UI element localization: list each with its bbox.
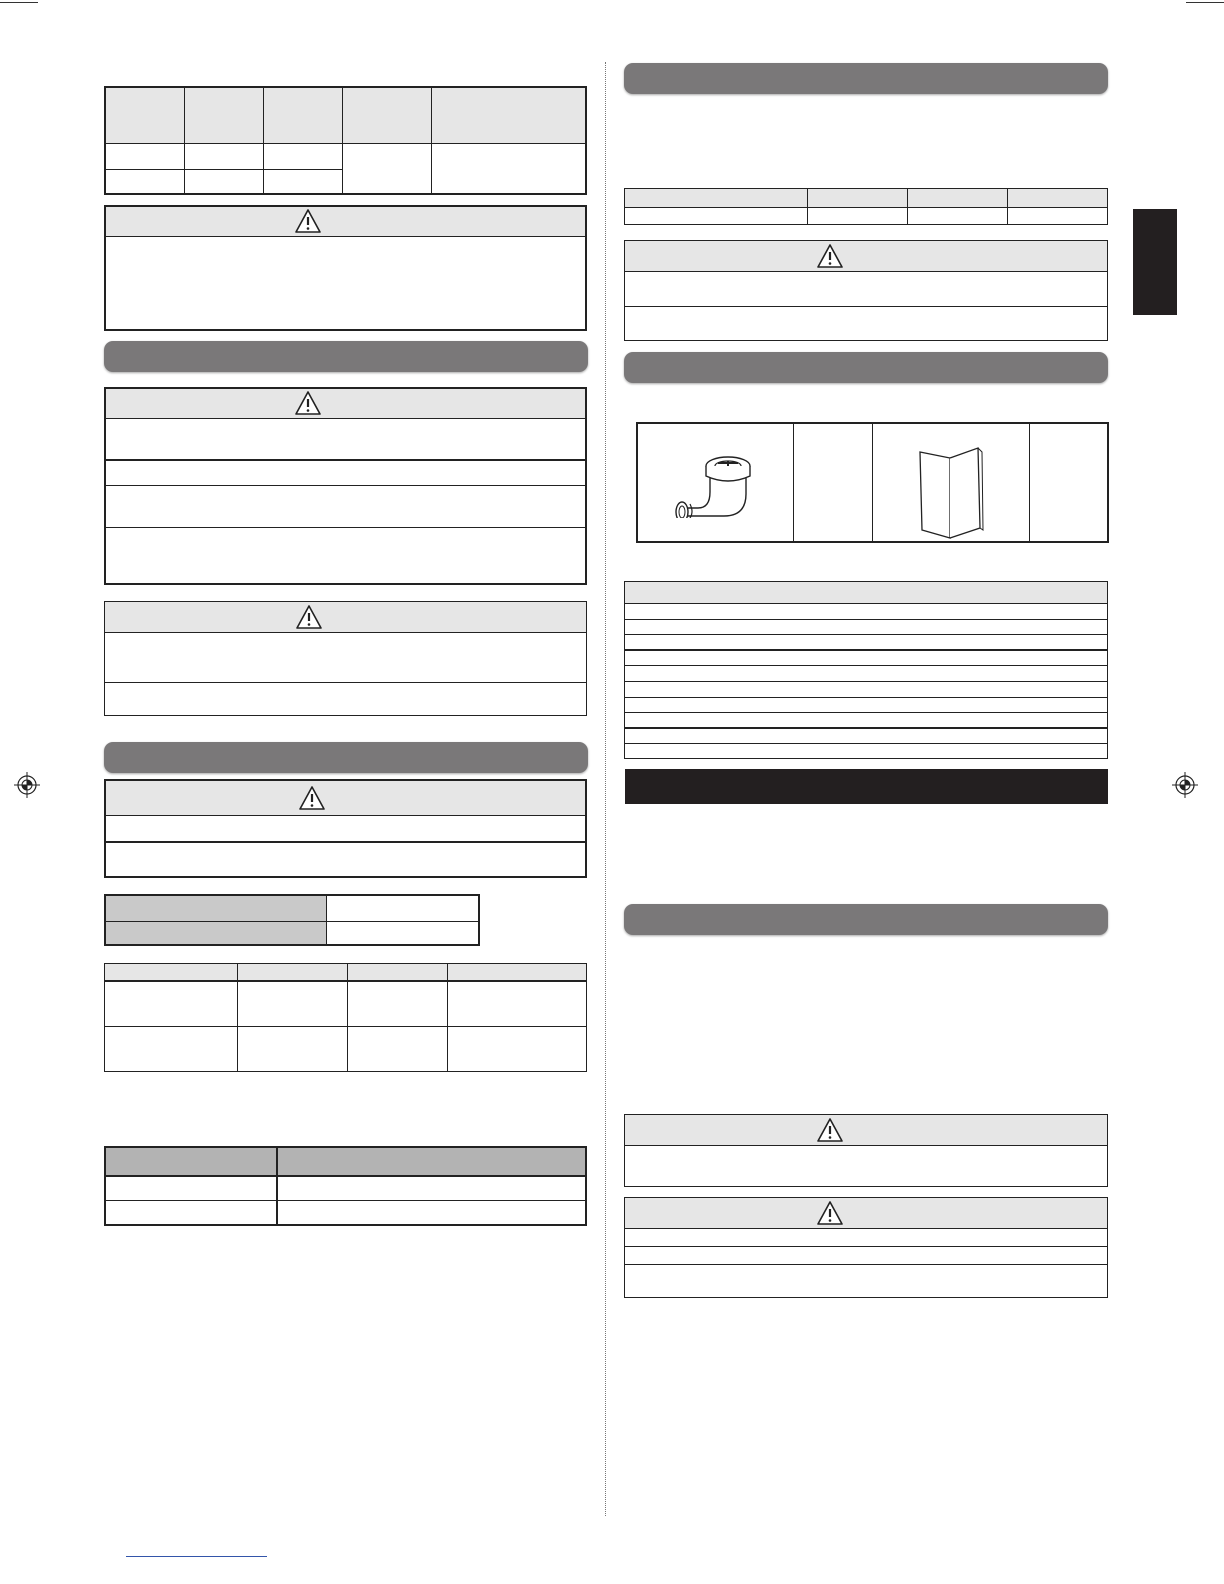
warning-header xyxy=(106,781,585,815)
accessories-table xyxy=(636,422,1109,543)
caution-box xyxy=(104,601,587,716)
breaker-table xyxy=(104,1146,587,1226)
table-header-row xyxy=(106,1148,585,1175)
warning-box xyxy=(624,240,1108,341)
table-header-row xyxy=(105,964,586,980)
section-header-bar xyxy=(104,341,588,372)
warning-box xyxy=(104,779,587,878)
manual-booklet-icon xyxy=(916,444,986,540)
parts-list-table xyxy=(624,581,1108,759)
section-header-bar xyxy=(624,904,1108,935)
warning-header xyxy=(625,241,1107,271)
table-header-row xyxy=(625,189,1107,207)
warning-box xyxy=(104,387,587,585)
language-tab xyxy=(1133,209,1177,315)
chapter-banner xyxy=(625,769,1108,804)
warning-triangle-icon xyxy=(816,1117,844,1143)
column-divider xyxy=(605,62,606,1516)
warning-box xyxy=(104,205,587,331)
warning-header xyxy=(106,207,585,236)
crop-mark xyxy=(1186,2,1224,3)
warning-triangle-icon xyxy=(816,243,844,269)
clearance-table xyxy=(624,188,1108,225)
caution-header xyxy=(625,1198,1107,1228)
registration-crosshair-icon xyxy=(14,772,40,798)
section-header-bar xyxy=(624,63,1108,94)
table-header-row xyxy=(106,88,585,143)
rating-table xyxy=(104,894,480,946)
spec-table-top xyxy=(104,86,587,195)
crop-mark xyxy=(0,2,38,3)
warning-triangle-icon xyxy=(294,390,322,416)
warning-triangle-icon xyxy=(298,785,326,811)
caution-header xyxy=(105,602,586,632)
wiring-spec-table xyxy=(104,963,587,1072)
crop-mark xyxy=(126,1556,267,1557)
section-header-bar xyxy=(104,742,588,773)
warning-box xyxy=(624,1114,1108,1187)
registration-crosshair-icon xyxy=(1172,772,1198,798)
warning-header xyxy=(625,1115,1107,1145)
table-header-row xyxy=(625,582,1107,603)
drain-elbow-icon xyxy=(668,452,758,518)
warning-triangle-icon xyxy=(294,208,322,234)
warning-header xyxy=(106,389,585,418)
caution-box xyxy=(624,1197,1108,1298)
warning-triangle-icon xyxy=(295,604,323,630)
section-header-bar xyxy=(624,352,1108,383)
warning-triangle-icon xyxy=(816,1200,844,1226)
